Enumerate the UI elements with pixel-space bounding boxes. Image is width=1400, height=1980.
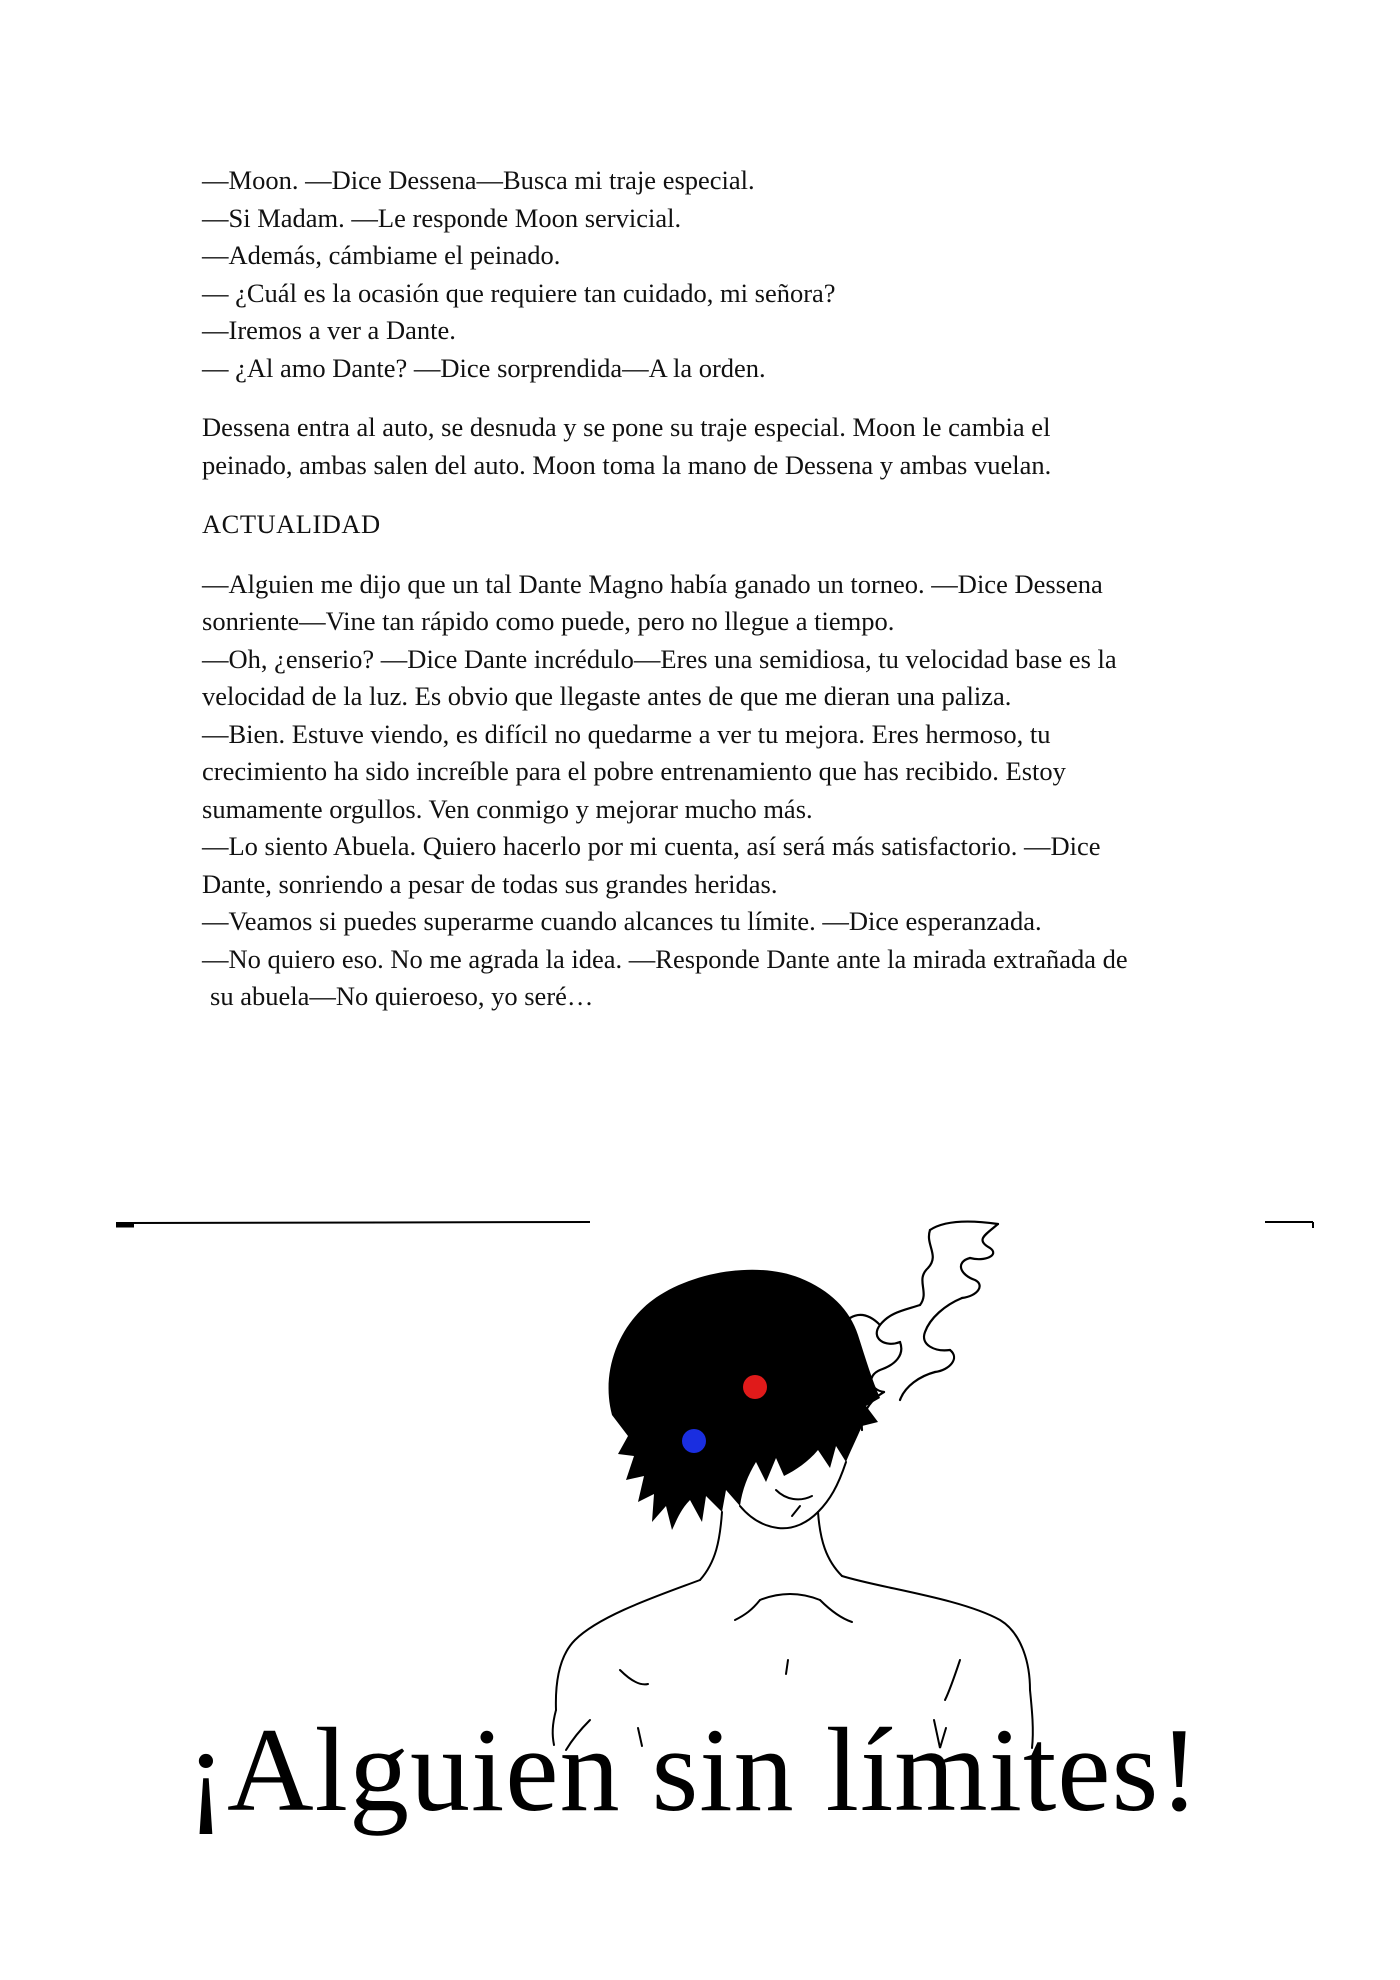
section-heading: ACTUALIDAD (202, 509, 381, 539)
dialogue-line: —Lo siento Abuela. Quiero hacerlo por mi cuenta, así será más satisfactorio. —Dice (202, 831, 1101, 861)
dialogue-line: —Veamos si puedes superarme cuando alcances tu límite. —Dice esperanzada. (202, 906, 1042, 936)
dialogue-line: —Moon. —Dice Dessena—Busca mi traje especial. (202, 165, 755, 195)
red-eye (743, 1375, 767, 1399)
dialogue-line: Dante, sonriendo a pesar de todas sus grandes heridas. (202, 868, 778, 899)
dialogue-block-2 (202, 566, 1222, 1016)
paragraph-line: Dessena entra al auto, se desnuda y se pone su traje especial. Moon le cambia el (202, 412, 1051, 442)
dialogue-line: —Iremos a ver a Dante. (202, 315, 456, 345)
dialogue-line: —Si Madam. —Le responde Moon servicial. (202, 202, 682, 233)
book-title: ¡Alguien sin límites! (186, 1703, 1201, 1836)
narration-paragraph (202, 409, 1222, 484)
dialogue-line: —Alguien me dijo que un tal Dante Magno había ganado un torneo. —Dice Dessena (202, 568, 1103, 599)
hair-shape (609, 1270, 880, 1530)
dialogue-line: —Además, cámbiame el peinado. (202, 240, 561, 270)
story-text (202, 162, 1222, 1016)
dialogue-line: — ¿Al amo Dante? —Dice sorprendida—A la orden. (202, 352, 766, 383)
dialogue-block-1 (202, 162, 1222, 387)
dialogue-line: sumamente orgullos. Ven conmigo y mejorar mucho más. (202, 793, 813, 824)
dialogue-line: — ¿Cuál es la ocasión que requiere tan cuidado, mi señora? (202, 277, 836, 308)
dialogue-line: sonriente—Vine tan rápido como puede, pero no llegue a tiempo. (202, 606, 895, 636)
blue-eye (682, 1429, 706, 1453)
face-lines (740, 1462, 846, 1528)
dialogue-line: su abuela—No quieroeso, yo seré… (210, 981, 594, 1011)
dialogue-line: —Oh, ¿enserio? —Dice Dante incrédulo—Eres una semidiosa, tu velocidad base es la (202, 643, 1117, 674)
border-lines (116, 1222, 1313, 1228)
paragraph-line: peinado, ambas salen del auto. Moon toma la mano de Dessena y ambas vuelan. (202, 449, 1052, 480)
dialogue-line: —Bien. Estuve viendo, es difícil no quedarme a ver tu mejora. Eres hermoso, tu (202, 718, 1051, 749)
character-illustration (0, 1200, 1400, 1760)
dialogue-line: velocidad de la luz. Es obvio que llegaste antes de que me dieran una paliza. (202, 681, 1012, 711)
dialogue-line: —No quiero eso. No me agrada la idea. —Responde Dante ante la mirada extrañada de (202, 943, 1128, 974)
dialogue-line: crecimiento ha sido increíble para el pobre entrenamiento que has recibido. Estoy (202, 756, 1066, 786)
